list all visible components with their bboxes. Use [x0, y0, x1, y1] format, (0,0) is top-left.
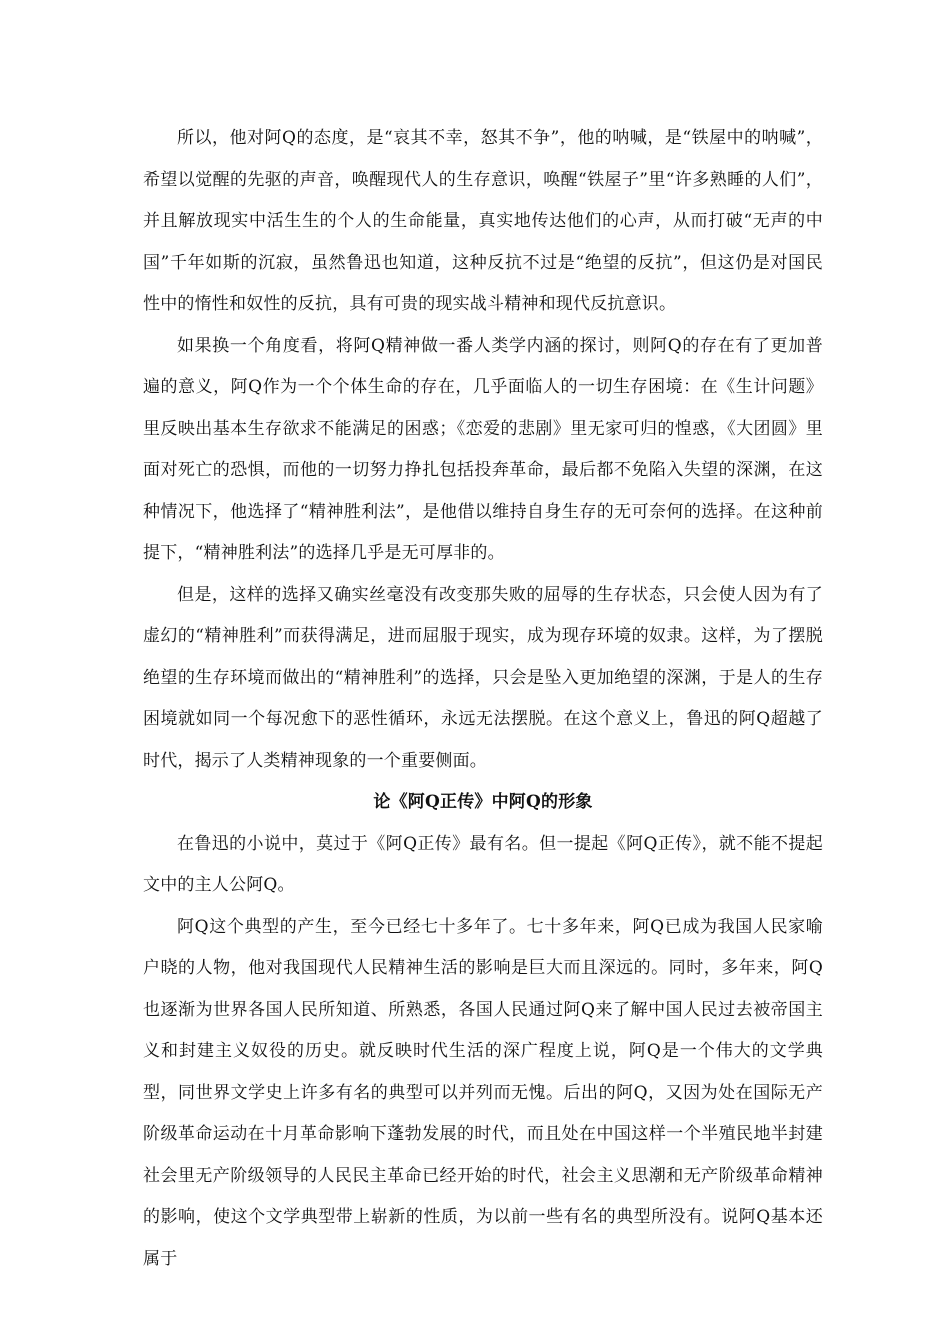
- paragraph-attitude: 所以，他对阿Q的态度，是“哀其不幸，怒其不争”，他的呐喊，是“铁屋中的呐喊”，希望以觉醒的先驱的声音，唤醒现代人的生存意识，唤醒“铁屋子”里“许多熟睡的人们”，并且解放现实中活生生的个人的生命能量，真实地传达他们的心声，从而打破“无声的中国”千年如斯的沉寂，虽然鲁迅也知道，这种反抗不过是“绝望的反抗”，但这仍是对国民性中的惰性和奴性的反抗，具有可贵的现实战斗精神和现代反抗意识。: [143, 128, 823, 314]
- paragraph-intro: 在鲁迅的小说中，莫过于《阿Q正传》最有名。但一提起《阿Q正传》，就不能不提起文中的主人公阿Q。: [143, 833, 823, 895]
- paragraph-anthropology: 如果换一个角度看，将阿Q精神做一番人类学内涵的探讨，则阿Q的存在有了更加普遍的意义，阿Q作为一个个体生命的存在，几乎面临人的一切生存困境：在《生计问题》里反映出基本生存欲求不能满足的困惑；《恋爱的悲剧》里无家可归的惶惑，《大团圆》里面对死亡的恐惧，而他的一切努力挣扎包括投奔革命，最后都不免陷入失望的深渊，在这种情况下，他选择了“精神胜利法”，是他借以维持自身生存的无可奈何的选择。在这种前提下，“精神胜利法”的选择几乎是无可厚非的。: [143, 335, 823, 563]
- paragraph-choice: 但是，这样的选择又确实丝毫没有改变那失败的屈辱的生存状态，只会使人因为有了虚幻的“精神胜利”而获得满足，进而屈服于现实，成为现存环境的奴隶。这样，为了摆脱绝望的生存环境而做出的“精神胜利”的选择，只会是坠入更加绝望的深渊，于是人的生存困境就如同一个每况愈下的恶性循环，永远无法摆脱。在这个意义上，鲁迅的阿Q超越了时代，揭示了人类精神现象的一个重要侧面。: [143, 584, 823, 771]
- paragraph-typical-character: 阿Q这个典型的产生，至今已经七十多年了。七十多年来，阿Q已成为我国人民家喻户晓的人物，他对我国现代人民精神生活的影响是巨大而且深远的。同时，多年来，阿Q也逐渐为世界各国人民所知道、所熟悉，各国人民通过阿Q来了解中国人民过去被帝国主义和封建主义奴役的历史。就反映时代生活的深广程度上说，阿Q是一个伟大的文学典型，同世界文学史上许多有名的典型可以并列而无愧。后出的阿Q，又因为处在国际无产阶级革命运动在十月革命影响下蓬勃发展的时代，而且处在中国这样一个半殖民地半封建社会里无产阶级领导的人民民主革命已经开始的时代，社会主义思潮和无产阶级革命精神的影响，使这个文学典型带上崭新的性质，为以前一些有名的典型所没有。说阿Q基本还属于: [143, 916, 823, 1269]
- document-body: [143, 118, 823, 1280]
- section-title: 论《阿Q正传》中阿Q的形象: [373, 792, 593, 812]
